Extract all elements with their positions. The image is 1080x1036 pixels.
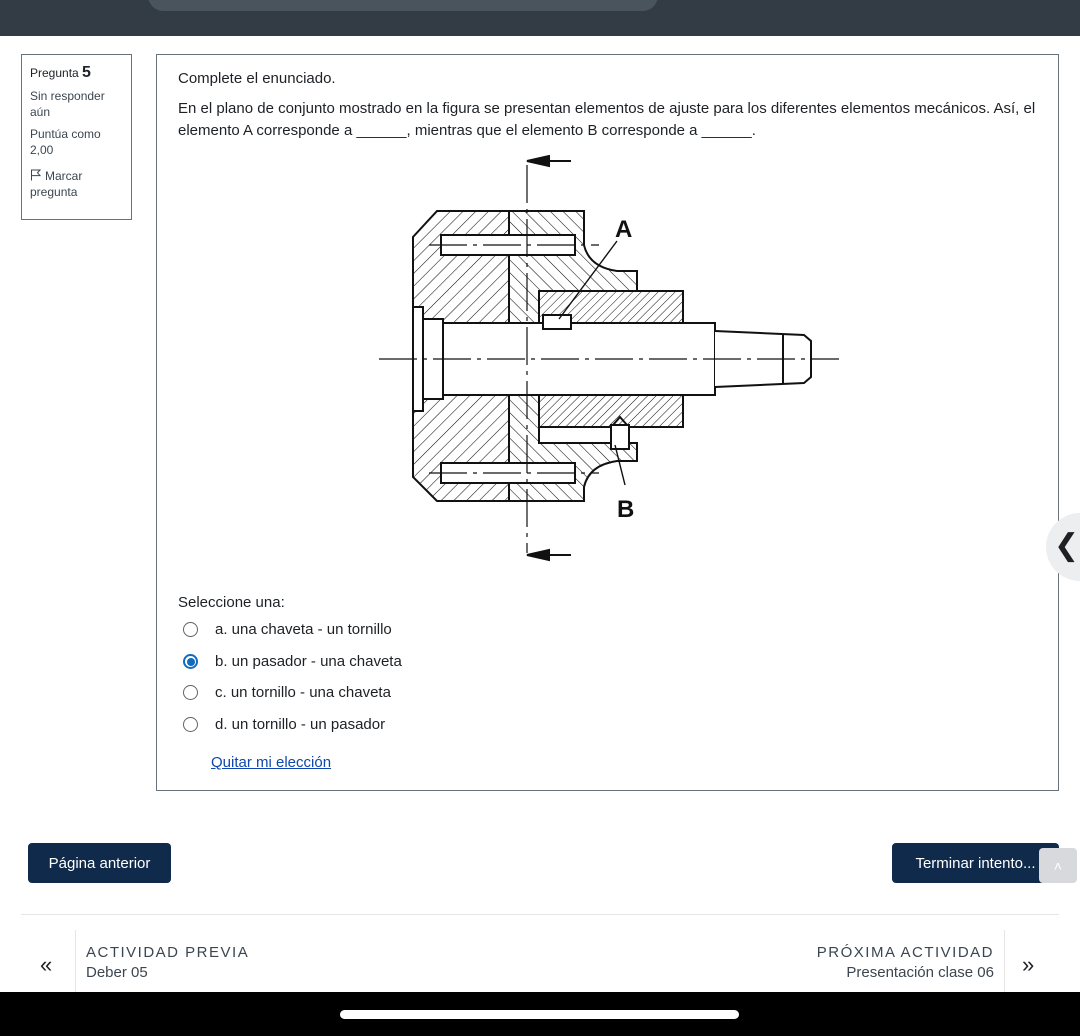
option-b[interactable] xyxy=(183,653,402,670)
question-status: Sin responder aún xyxy=(30,89,105,119)
chevron-left-icon: ❮ xyxy=(1054,528,1080,563)
chevron-up-icon: ˄ xyxy=(1053,857,1063,874)
previous-activity-caption: ACTIVIDAD PREVIA xyxy=(86,944,250,961)
select-label: Seleccione una: xyxy=(178,594,285,611)
finish-attempt-button[interactable]: Terminar intento... xyxy=(892,843,1059,883)
option-a-label: a. una chaveta - un tornillo xyxy=(215,621,392,638)
radio-d[interactable] xyxy=(183,717,198,732)
question-number xyxy=(30,64,123,82)
flag-question-link[interactable] xyxy=(30,168,123,200)
option-c-label: c. un tornillo - una chaveta xyxy=(215,684,391,701)
top-navbar xyxy=(0,0,1080,36)
previous-activity-title: Deber 05 xyxy=(86,964,148,981)
option-a[interactable] xyxy=(183,621,392,638)
option-c[interactable] xyxy=(183,684,391,701)
system-bottom-bar xyxy=(0,992,1080,1036)
clear-choice-link[interactable]: Quitar mi elección xyxy=(211,754,332,771)
option-d[interactable] xyxy=(183,716,385,733)
question-score: Puntúa como 2,00 xyxy=(30,127,101,157)
next-activity-title: Presentación clase 06 xyxy=(846,964,994,981)
previous-activity-link[interactable] xyxy=(86,944,249,981)
option-b-label: b. un pasador - una chaveta xyxy=(215,653,402,670)
next-activity-link[interactable] xyxy=(817,944,994,981)
question-prompt: Complete el enunciado. xyxy=(178,70,336,87)
radio-b[interactable] xyxy=(183,654,198,669)
radio-a[interactable] xyxy=(183,622,198,637)
label-a: A xyxy=(615,216,633,243)
home-indicator[interactable] xyxy=(340,1010,739,1019)
question-content xyxy=(156,54,1059,791)
flag-icon xyxy=(30,169,42,181)
question-label: Pregunta xyxy=(30,66,79,80)
label-b: B xyxy=(617,496,635,523)
next-activity-caption: PRÓXIMA ACTIVIDAD xyxy=(816,944,994,961)
assembly-drawing xyxy=(379,155,839,567)
question-info-panel xyxy=(21,54,132,220)
nav-separator-right xyxy=(1004,930,1005,992)
question-statement: En el plano de conjunto mostrado en la figura se presentan elementos de ajuste para los diferentes elementos mecánicos. Así, el elemento A corresponde a ______, mientras que el elemento B corresponde a ______. xyxy=(178,100,1036,139)
scroll-to-top-button[interactable] xyxy=(1039,848,1077,883)
previous-page-button[interactable]: Página anterior xyxy=(28,843,171,883)
nav-separator-left xyxy=(75,930,76,992)
footer-divider xyxy=(21,914,1059,915)
double-chevron-right-icon[interactable]: » xyxy=(1022,952,1035,977)
navbar-search-pill[interactable] xyxy=(148,0,658,11)
flag-question-label: Marcar pregunta xyxy=(30,169,83,199)
question-number-value: 5 xyxy=(82,64,91,81)
option-d-label: d. un tornillo - un pasador xyxy=(215,716,386,733)
double-chevron-left-icon[interactable]: « xyxy=(40,952,53,977)
radio-c[interactable] xyxy=(183,685,198,700)
